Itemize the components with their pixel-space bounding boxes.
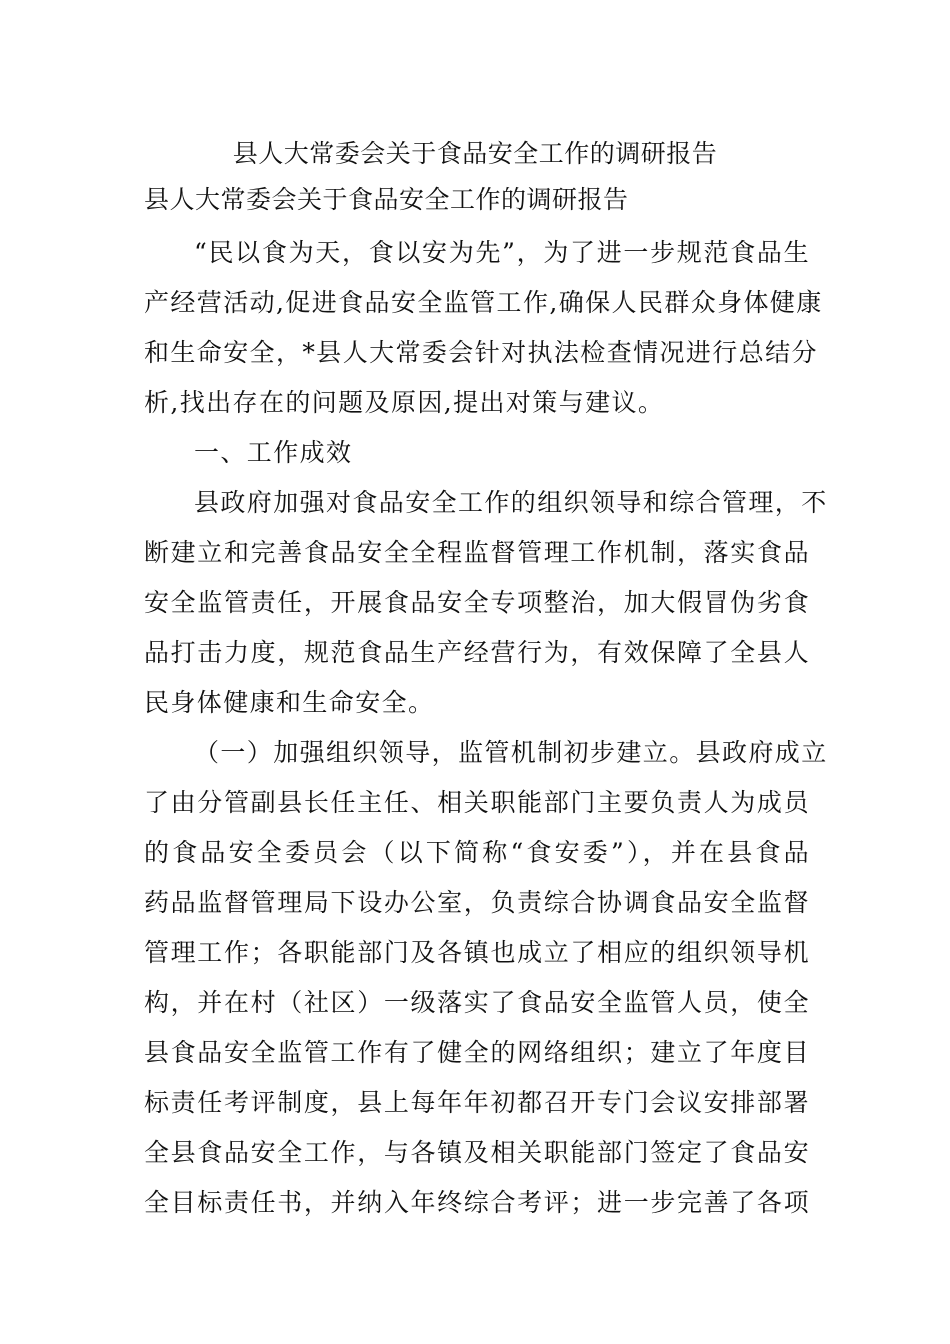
document-title: 县人大常委会关于食品安全工作的调研报告 [232, 139, 718, 168]
text-line: 药品监督管理局下设办公室，负责综合协调食品安全监督 [144, 888, 810, 917]
organization-paragraph [144, 728, 828, 1228]
text-line: 产经营活动,促进食品安全监管工作,确保人民群众身体健康 [144, 288, 823, 317]
text-line: 的食品安全委员会（以下简称“食安委”），并在县食品 [144, 838, 810, 867]
text-line: 了由分管副县长任主任、相关职能部门主要负责人为成员 [144, 788, 810, 817]
text-line: 析,找出存在的问题及原因,提出对策与建议。 [144, 388, 665, 417]
achievements-paragraph [144, 478, 828, 728]
text-line: 构，并在村（社区）一级落实了食品安全监管人员，使全 [144, 988, 810, 1017]
text-line: （一）加强组织领导，监管机制初步建立。县政府成立 [194, 738, 828, 767]
text-line: 品打击力度，规范食品生产经营行为，有效保障了全县人 [144, 638, 810, 667]
text-line: 管理工作；各职能部门及各镇也成立了相应的组织领导机 [144, 938, 810, 967]
section-heading: 一、工作成效 [194, 438, 353, 467]
text-line: 全县食品安全工作，与各镇及相关职能部门签定了食品安 [144, 1138, 810, 1167]
text-line: 标责任考评制度，县上每年年初都召开专门会议安排部署 [144, 1088, 810, 1117]
text-line: 断建立和完善食品安全全程监督管理工作机制，落实食品 [144, 538, 810, 567]
text-line: 县食品安全监管工作有了健全的网络组织；建立了年度目 [144, 1038, 810, 1067]
text-line: 县政府加强对食品安全工作的组织领导和综合管理，不 [194, 488, 828, 517]
text-line: 安全监管责任，开展食品安全专项整治，加大假冒伪劣食 [144, 588, 810, 617]
text-line: “民以食为天，食以安为先”，为了进一步规范食品生 [194, 238, 810, 267]
text-line: 全目标责任书，并纳入年终综合考评；进一步完善了各项 [144, 1188, 810, 1217]
document-subtitle: 县人大常委会关于食品安全工作的调研报告 [144, 185, 629, 214]
document-body [144, 228, 828, 1228]
text-line: 和生命安全，*县人大常委会针对执法检查情况进行总结分 [144, 338, 818, 367]
text-line: 民身体健康和生命安全。 [144, 688, 435, 717]
intro-paragraph [144, 228, 823, 428]
